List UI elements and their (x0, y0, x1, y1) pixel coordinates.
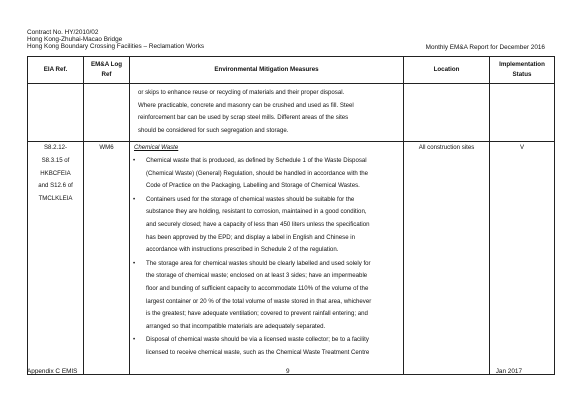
footer-date: Jan 2017 (495, 368, 522, 375)
text-line: (Chemical Waste) (General) Regulation, should be handled in accordance with the (146, 169, 368, 177)
text-line: should be considered for such segregation and storage. (138, 126, 289, 134)
bullet-icon: • (133, 195, 136, 203)
text-line: has been approved by the EPD; and display a label in English and Chinese in (146, 233, 356, 241)
col-status-line: Status (512, 71, 532, 78)
location-cell: All construction sites (404, 142, 490, 375)
footer-page-number: 9 (286, 368, 290, 375)
text-line: or skips to enhance reuse or recycling of materials and their proper disposal. (138, 89, 345, 96)
text-line: largest container or 20 % of the total volume of waste stored in that area, whichever (146, 297, 372, 305)
text-line: substance they are holding, resistant to corrosion, maintained in a good condition, (146, 208, 367, 216)
text-line: Containers used for the storage of chemical wastes should be suitable for the (146, 195, 355, 203)
footer-appendix: Appendix C EMIS (27, 368, 78, 375)
col-log-ref-line: EM&A Log (90, 61, 123, 68)
text-line: arranged so that incompatible materials are adequately separated. (146, 322, 326, 330)
col-eia-ref: EIA Ref. (28, 57, 84, 84)
list-item (130, 155, 403, 193)
text-line: and securely closed; have a capacity of less than 450 liters unless the specification (146, 220, 370, 228)
text-line: Code of Practice on the Packaging, Labelling and Storage of Chemical Wastes. (146, 182, 360, 190)
measures-list (130, 155, 403, 360)
bullet-icon: • (133, 259, 136, 267)
text-line: floor and bunding of sufficient capacity to accommodate 110% of the volume of the (146, 284, 369, 292)
text-line: is the greatest; have adequate ventilation; covered to prevent rainfall entering; and (146, 310, 368, 318)
table-row-continuation (28, 84, 555, 142)
section-title: Chemical Waste (134, 144, 179, 152)
table-header-row (28, 57, 555, 84)
eia-ref-line: TMCLKLEIA (38, 194, 73, 202)
mitigation-table (27, 56, 555, 375)
col-status-line: Implementation (499, 61, 545, 68)
text-line: The storage area for chemical wastes should be clearly labelled and used solely for (146, 259, 371, 267)
report-title: Monthly EM&A Report for December 2016 (425, 43, 545, 51)
document-header (27, 29, 204, 51)
contract-number: Contract No. HY/2010/02 (27, 29, 99, 36)
bullet-icon: • (133, 156, 136, 164)
measures-cell (130, 142, 404, 375)
eia-ref-cell (28, 142, 84, 375)
text-line: Where practicable, concrete and masonry can be crushed and used as fill. Steel (138, 101, 354, 109)
eia-ref-line: S8.3.15 of (41, 156, 70, 164)
col-log-ref (84, 57, 130, 84)
status-cell: V (490, 142, 555, 375)
continuation-text (130, 84, 404, 142)
text-line: reinforcement bar can be used by scrap steel mills. Different areas of the sites (138, 114, 349, 122)
log-ref-cell: WM6 (84, 142, 130, 375)
col-location: Location (404, 57, 490, 84)
text-line: the storage of chemical waste; enclosed on at least 3 sides; have an impermeable (146, 272, 368, 280)
table-row (28, 142, 555, 375)
col-measures: Environmental Mitigation Measures (130, 57, 404, 84)
text-line: accordance with instructions prescribed in Schedule 2 of the regulation. (146, 246, 339, 254)
eia-ref-line: and S12.6 of (38, 182, 73, 190)
text-line: Disposal of chemical waste should be via a licensed waste collector; be to a facility (146, 336, 369, 344)
list-item (130, 194, 403, 257)
works-name: Hong Kong Boundary Crossing Facilities – Reclamation Works (27, 43, 205, 51)
list-item (130, 258, 403, 334)
text-line: licensed to receive chemical waste, such as the Chemical Waste Treatment Centre (146, 348, 370, 356)
list-item (130, 334, 403, 359)
eia-ref-line: HKBCFEIA (40, 169, 71, 177)
bullet-icon: • (133, 336, 136, 344)
col-status (490, 57, 555, 84)
project-name: Hong Kong-Zhuhai-Macao Bridge (27, 36, 123, 44)
col-log-ref-line: Ref (101, 71, 112, 78)
text-line: Chemical waste that is produced, as defined by Schedule 1 of the Waste Disposal (146, 156, 367, 164)
eia-ref-line: S8.2.12- (43, 144, 68, 152)
